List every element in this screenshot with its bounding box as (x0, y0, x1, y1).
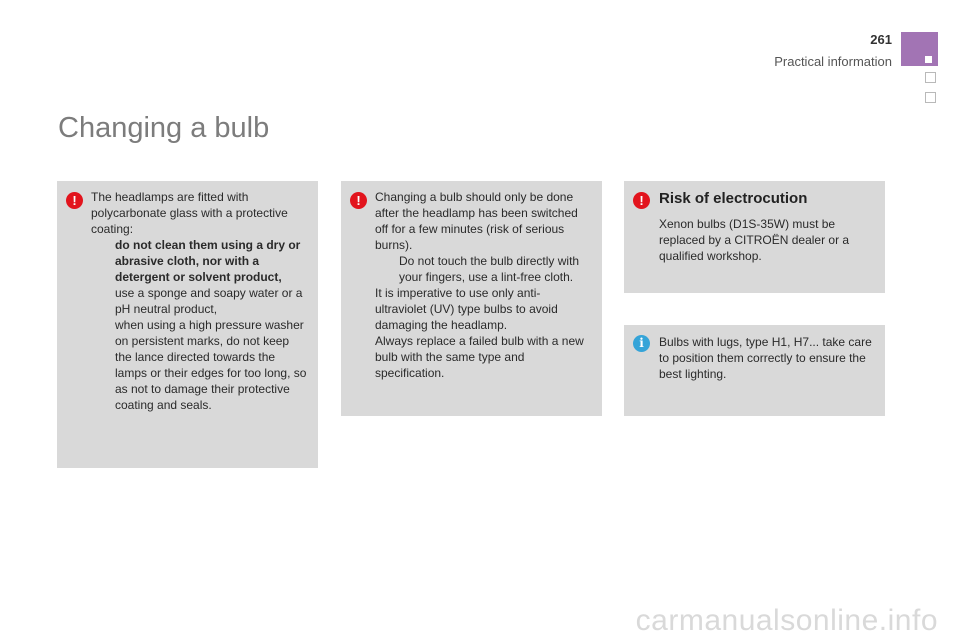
page-number: 261 (870, 32, 892, 47)
tab-square-icon (925, 56, 932, 63)
bulb-change-warning-card (341, 181, 602, 416)
section-title: Practical information (774, 54, 892, 69)
warning-icon: ! (66, 192, 83, 209)
headlamp-care-card (57, 181, 318, 468)
chapter-tab-active[interactable] (901, 32, 938, 66)
chapter-tab[interactable] (925, 92, 936, 103)
electrocution-risk-card (624, 181, 885, 293)
card-paragraph: It is imperative to use only anti-ultraviolet (UV) type bulbs to avoid damaging the headlamp. (375, 286, 558, 332)
card-paragraph: Bulbs with lugs, type H1, H7... take care to position them correctly to ensure the best lighting. (659, 335, 872, 381)
list-item: Do not touch the bulb directly with your fingers, use a lint-free cloth. (399, 254, 580, 284)
warning-icon: ! (633, 192, 650, 209)
bulb-lugs-info-card (624, 325, 885, 416)
info-icon: i (633, 335, 650, 352)
card-intro: The headlamps are fitted with polycarbonate glass with a protective coating: (91, 190, 288, 236)
chapter-tab[interactable] (925, 72, 936, 83)
card-paragraph: Xenon bulbs (D1S-35W) must be replaced by a CITROËN dealer or a qualified workshop. (659, 217, 850, 263)
watermark: carmanualsonline.info (635, 604, 938, 637)
page-title: Changing a bulb (58, 112, 270, 145)
card-title: Risk of electrocution (659, 190, 808, 207)
card-paragraph: Always replace a failed bulb with a new bulb with the same type and specification. (375, 334, 584, 380)
list-item: do not clean them using a dry or abrasive cloth, nor with a detergent or solvent product, (115, 238, 301, 284)
list-item: when using a high pressure washer on persistent marks, do not keep the lance directed towards the lamps or their edges for too long, so as not to damage their protective coating and seals. (115, 318, 307, 412)
card-intro: Changing a bulb should only be done after the headlamp has been switched off for a few minutes (risk of serious burns). (375, 190, 578, 252)
list-item: use a sponge and soapy water or a pH neutral product, (115, 286, 303, 316)
warning-icon: ! (350, 192, 367, 209)
